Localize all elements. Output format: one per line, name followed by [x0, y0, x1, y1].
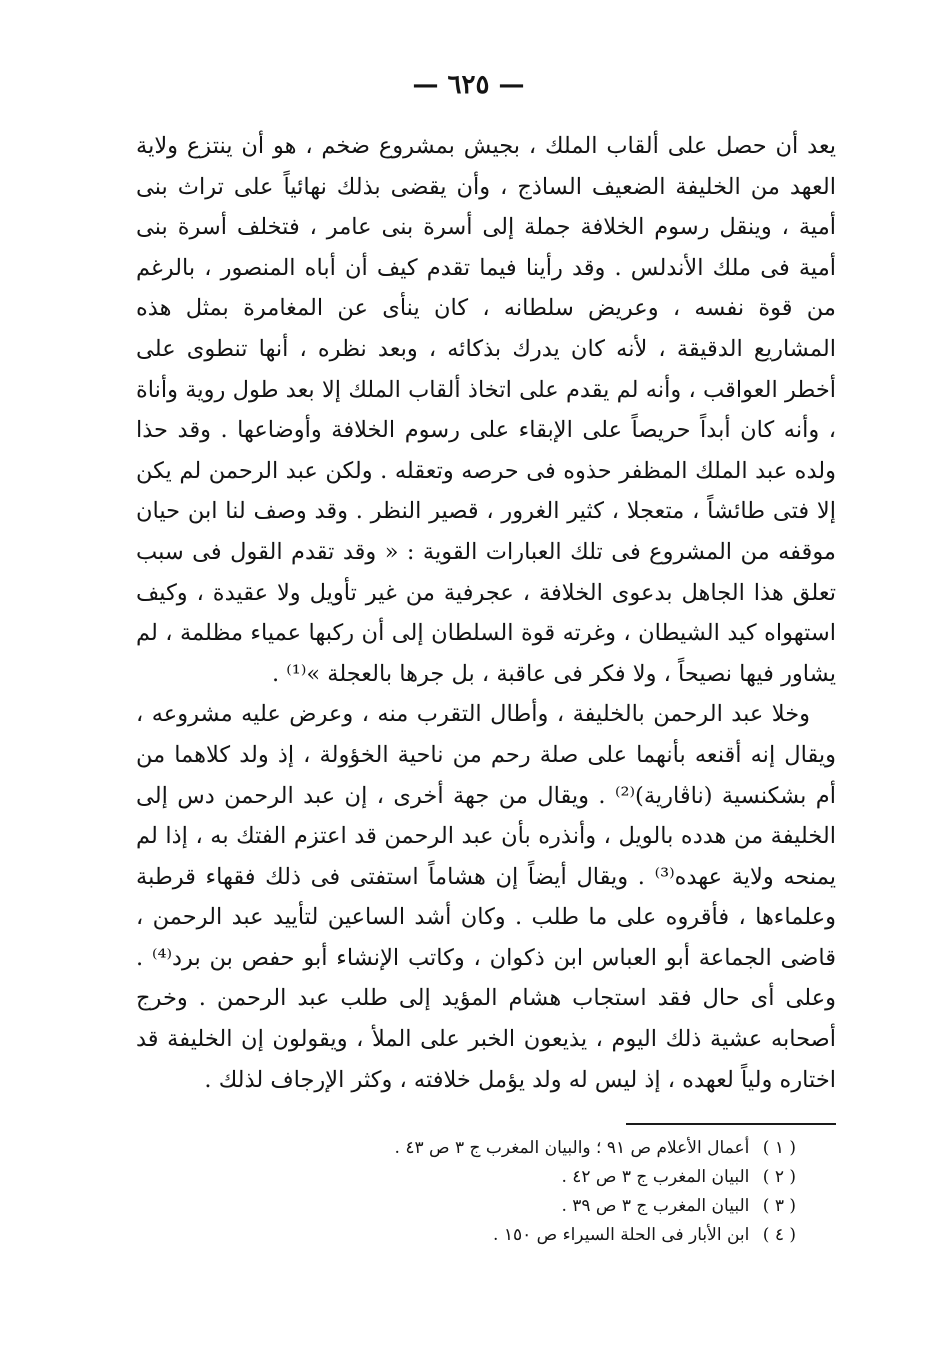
footnote-3: [136, 1192, 796, 1221]
footnote-text: ابن الأبار فى الحلة السيراء ص ١٥٠ .: [493, 1225, 750, 1245]
footnote-number: ( ٣ ): [762, 1196, 796, 1216]
footnote-separator: [626, 1123, 836, 1125]
paragraph-1: يعد أن حصل على ألقاب الملك ، بجيش بمشروع ضخم ، هو أن ينتزع ولاية العهد من الخليفة الضعيف الساذج ، وأن يقضى بذلك نهائياً على تراث بنى أمية ، وينقل رسوم الخلافة جملة إلى أسرة بنى عامر ، فتخلف أسرة بنى أمية فى ملك الأندلس . وقد رأينا فيما تقدم كيف أن أباه المنصور ، بالرغم من قوة نفسه ، وعريض سلطانه ، كان ينأى عن المغامرة بمثل هذه المشاريع الدقيقة ، لأنه كان يدرك بذكائه ، وبعد نظره ، أنها تنطوى على أخطر العواقب ، وأنه لم يقدم على اتخاذ ألقاب الملك إلا بعد طول روية وأناة ، وأنه كان أبداً حريصاً على الإبقاء على رسوم الخلافة وأوضاعها . وقد حذا ولده عبد الملك المظفر حذوه فى حرصه وتعقله . ولكن عبد الرحمن لم يكن إلا فتى طائشاً ، متعجلا ، كثير الغرور ، قصير النظر . وقد وصف لنا ابن حيان موقفه من المشروع فى تلك العبارات القوية : « وقد تقدم القول فى سبب تعلق هذا الجاهل بدعوى الخلافة ، عجرفية من غير تأويل ولا عقيدة ، وكيف استهواه كيد الشيطان ، وغرته قوة السلطان إلى أن ركبها عمياء مظلمة ، لم يشاور فيها نصيحاً ، ولا فكر فى عاقبة ، بل جرها بالعجلة »⁽¹⁾ .: [136, 133, 836, 687]
footnotes: [136, 1134, 796, 1250]
footnote-number: ( ٤ ): [762, 1225, 796, 1245]
paragraph-2: وخلا عبد الرحمن بالخليفة ، وأطال التقرب منه ، وعرض عليه مشروعه ، ويقال إنه أقنعه بأنهما على صلة رحم من ناحية الخؤولة ، إذ ولد كلاهما من أم بشكنسية (ناڤارية)⁽²⁾ . ويقال من جهة أخرى ، إن عبد الرحمن دس إلى الخليفة من هدده بالويل ، وأنذره بأن عبد الرحمن قد اعتزم الفتك به ، إذا لم يمنحه ولاية عهده⁽³⁾ . ويقال أيضاً إن هشاماً استفتى فى ذلك فقهاء قرطبة وعلماءها ، فأقروه على ما طلب . وكان أشد الساعين لتأييد عبد الرحمن ، قاضى الجماعة أبو العباس ابن ذكوان ، وكاتب الإنشاء أبو حفص بن برد⁽⁴⁾ . وعلى أى حال فقد استجاب هشام المؤيد إلى طلب عبد الرحمن . وخرج أصحابه عشية ذلك اليوم ، يذيعون الخبر على الملأ ، ويقولون إن الخليفة قد اختاره ولياً لعهده ، إذ ليس له ولد يؤمل خلافته ، وكثر الإرجاف لذلك .: [136, 701, 836, 1093]
footnote-2: [136, 1163, 796, 1192]
footnote-text: البيان المغرب ج ٣ ص ٣٩ .: [561, 1196, 750, 1216]
main-text: [136, 126, 836, 1100]
footnote-text: البيان المغرب ج ٣ ص ٤٢ .: [561, 1167, 750, 1187]
footnote-number: ( ٢ ): [762, 1167, 796, 1187]
footnote-4: [136, 1221, 796, 1250]
footnote-1: [136, 1134, 796, 1163]
footnote-number: ( ١ ): [762, 1138, 796, 1158]
page-number: — ٦٢٥ —: [412, 70, 525, 100]
footnote-text: أعمال الأعلام ص ٩١ ؛ والبيان المغرب ج ٣ ص ٤٣ .: [394, 1138, 750, 1158]
